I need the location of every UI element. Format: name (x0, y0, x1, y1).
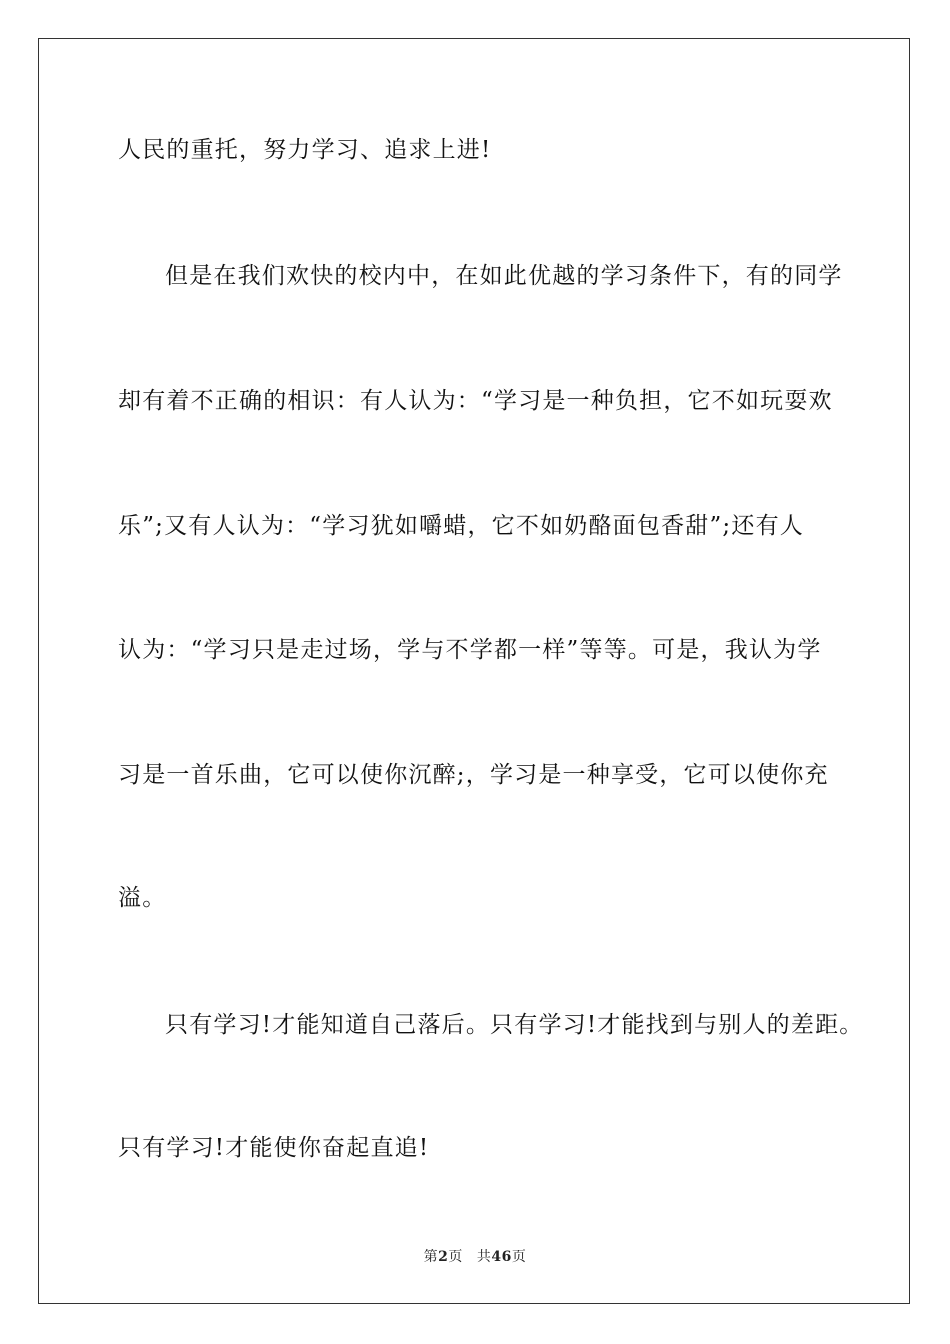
total-suffix: 页 (511, 1249, 527, 1265)
text-line-5: 认为：“学习只是走过场，学与不学都一样”等等。可是，我认为学 (118, 637, 822, 663)
total-pages: 46 (491, 1249, 512, 1265)
page-border (38, 38, 910, 1304)
page-number: 2 (438, 1249, 449, 1265)
page-suffix: 页 (448, 1249, 463, 1265)
total-prefix: 共 (476, 1249, 492, 1265)
page-prefix: 第 (423, 1249, 439, 1265)
text-line-8: 只有学习!才能知道自己落后。只有学习!才能找到与别人的差距。 (165, 1012, 864, 1038)
text-line-1: 人民的重托，努力学习、追求上进! (118, 137, 492, 163)
text-line-4: 乐”;又有人认为：“学习犹如嚼蜡，它不如奶酪面包香甜”;还有人 (118, 513, 804, 539)
text-line-2: 但是在我们欢快的校内中，在如此优越的学习条件下，有的同学 (165, 263, 843, 289)
text-line-3: 却有着不正确的相识：有人认为：“学习是一种负担，它不如玩耍欢 (118, 388, 833, 414)
text-line-6: 习是一首乐曲，它可以使你沉醉;，学习是一种享受，它可以使你充 (118, 762, 829, 788)
text-line-7: 溢。 (118, 885, 167, 911)
text-line-9: 只有学习!才能使你奋起直追! (118, 1135, 430, 1161)
page-footer (0, 1248, 950, 1266)
